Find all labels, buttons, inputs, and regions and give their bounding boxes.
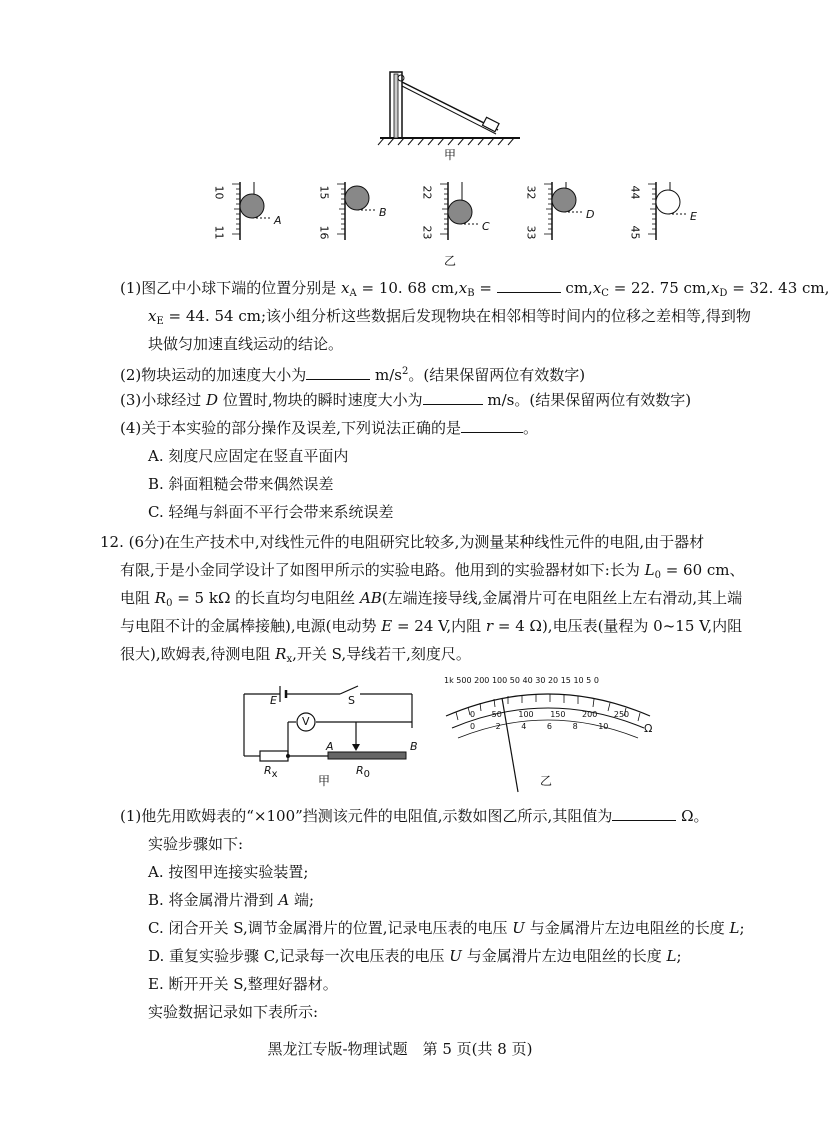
page-footer: 黑龙江专版-物理试题 第 5 页(共 8 页) [267, 1040, 533, 1058]
ruler-4-bottom: 33 [524, 225, 538, 240]
circuit-label-E: E [270, 694, 277, 707]
q12-step-b: B. 将金属滑片滑到 A 端; [148, 891, 314, 909]
q11-part4: (4)关于本实验的部分操作及误差,下列说法正确的是 。 [120, 419, 539, 437]
q12-step-d: D. 重复实验步骤 C,记录每一次电压表的电压 U 与金属滑片左边电阻丝的长度 L; [148, 947, 682, 965]
q12-step-c: C. 闭合开关 S,调节金属滑片的位置,记录电压表的电压 U 与金属滑片左边电阻丝的长度 L; [148, 919, 745, 937]
answer-blank-resistance[interactable] [612, 805, 676, 821]
figure-yi-caption: 乙 [444, 254, 457, 268]
q11-part1-line3: 块做匀加速直线运动的结论。 [148, 335, 344, 353]
ruler-5-bottom: 45 [628, 225, 642, 240]
q12-intro [100, 530, 780, 670]
ball-label-D: D [586, 208, 595, 221]
circuit-label-Rx: $R_x$ [264, 764, 278, 780]
rulers-figure [190, 180, 730, 250]
q11-part1-line2: $x_E = 44$. 54 cm;该小组分析这些数据后发现物块在相邻相等时间内的位移之差相等,得到物 [148, 307, 751, 327]
figure-jia-caption: 甲 [444, 148, 457, 162]
q12-step-a: A. 按图甲连接实验装置; [148, 863, 309, 881]
circuit-label-A: A [326, 740, 334, 753]
ruler-4-top: 32 [524, 185, 538, 200]
ruler-1-top: 10 [212, 185, 226, 200]
ohmmeter-caption: 乙 [540, 774, 553, 788]
q11-option-a: A. 刻度尺应固定在竖直平面内 [148, 447, 349, 465]
q11-block [120, 276, 829, 526]
ruler-2-bottom: 16 [317, 225, 331, 240]
ball-label-E: E [690, 210, 697, 223]
answer-blank-xB[interactable] [497, 277, 561, 293]
q12-line5: 很大),欧姆表,待测电阻 $R_x$,开关 S,导线若干,刻度尺。 [120, 645, 471, 665]
answer-blank-choice[interactable] [461, 417, 523, 433]
q11-option-b: B. 斜面粗糙会带来偶然误差 [148, 475, 334, 493]
answer-blank-velocity[interactable] [423, 389, 483, 405]
q12-part1: (1)他先用欧姆表的“×100”挡测该元件的电阻值,示数如图乙所示,其阻值为 Ω。 [120, 807, 709, 825]
q12-steps [120, 804, 780, 1024]
ruler-2-top: 15 [317, 185, 331, 200]
q12-table-intro: 实验数据记录如下表所示: [148, 1003, 319, 1021]
q12-line4: 与电阻不计的金属棒接触),电源(电动势 E = 24 V,内阻 r = 4 Ω),电压表(量程为 0~15 V,内阻 [120, 617, 743, 635]
q11-option-c: C. 轻绳与斜面不平行会带来系统误差 [148, 503, 394, 521]
q12-line1: 12. (6分)在生产技术中,对线性元件的电阻研究比较多,为测量某种线性元件的电阻,由于器材 [100, 533, 705, 551]
circuit-caption: 甲 [318, 774, 331, 788]
circuit-label-S: S [348, 694, 355, 707]
q12-step-e: E. 断开开关 S,整理好器材。 [148, 975, 338, 993]
circuit-label-V: V [302, 715, 310, 728]
incline-apparatus-figure [370, 68, 530, 148]
ruler-1-bottom: 11 [212, 225, 226, 240]
ohmmeter-scale-v2: 0 2 4 6 8 10 [470, 722, 609, 731]
answer-blank-acceleration[interactable] [306, 364, 370, 380]
ball-label-A: A [274, 214, 282, 227]
q12-line3: 电阻 $R_0 = 5$ kΩ 的长直均匀电阻丝 AB(左端连接导线,金属滑片可在电阻丝上左右滑动,其上端 [120, 589, 743, 609]
q12-steps-title: 实验步骤如下: [148, 835, 244, 853]
ruler-3-top: 22 [420, 185, 434, 200]
ball-label-C: C [482, 220, 490, 233]
ohmmeter-scale-v: 0 50 100 150 200 250 [470, 710, 630, 719]
ohmmeter-omega: Ω [644, 722, 653, 735]
ball-label-B: B [379, 206, 387, 219]
q12-line2: 有限,于是小金同学设计了如图甲所示的实验电路。他用到的实验器材如下:长为 $L_0 = 60$ cm、 [120, 561, 745, 581]
circuit-label-B: B [410, 740, 418, 753]
circuit-label-R0: $R_0$ [356, 764, 371, 780]
ruler-3-bottom: 23 [420, 225, 434, 240]
ruler-5-top: 44 [628, 185, 642, 200]
q11-part3: (3)小球经过 D 位置时,物块的瞬时速度大小为 m/s。(结果保留两位有效数字) [120, 391, 692, 409]
q11-part1-line1: (1)图乙中小球下端的位置分别是 $x_A = 10$. 68 $cm,x_B = cm,x_C = 22$. 75 $cm,x_D = 32$. 43 cm, [120, 279, 829, 299]
ohmmeter-scale-top: 1k 500 200 100 50 40 30 20 15 10 5 0 [444, 676, 599, 685]
q11-part2: (2)物块运动的加速度大小为 $m/s^2$。(结果保留两位有效数字) [120, 366, 586, 384]
